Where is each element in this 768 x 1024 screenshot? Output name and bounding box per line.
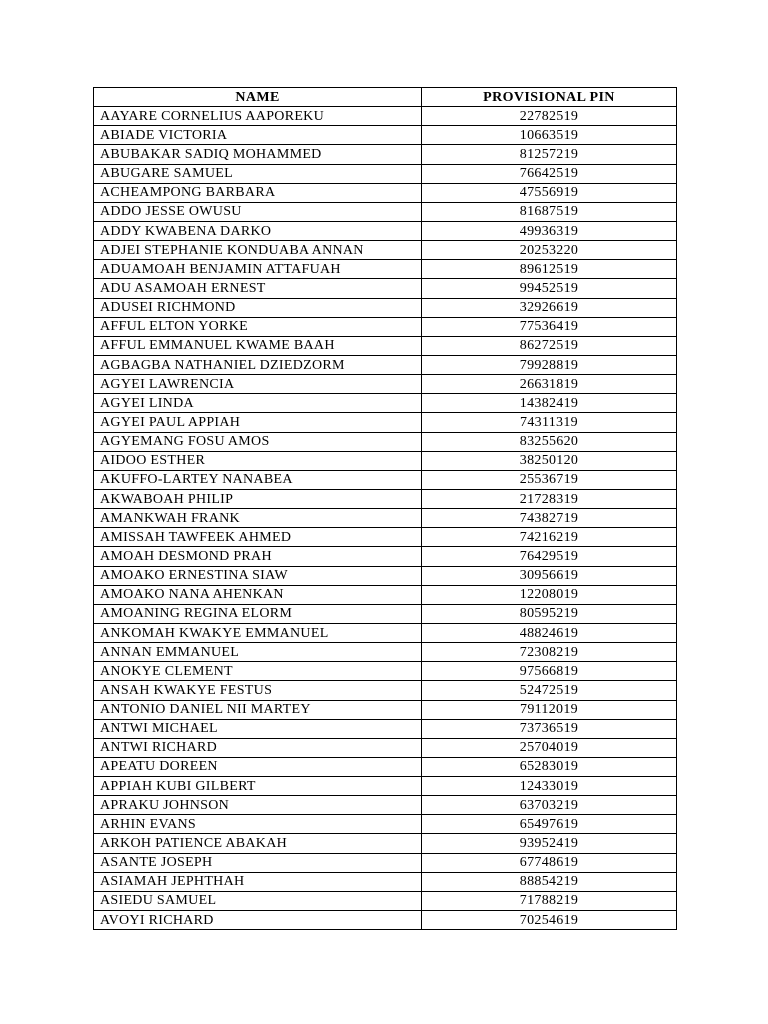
table-row <box>94 891 677 910</box>
table-row <box>94 451 677 470</box>
name-cell: ARKOH PATIENCE ABAKAH <box>94 834 422 853</box>
table-row <box>94 317 677 336</box>
table-row <box>94 221 677 240</box>
pin-cell: 52472519 <box>422 681 677 700</box>
table-row <box>94 107 677 126</box>
table-row <box>94 585 677 604</box>
pin-cell: 38250120 <box>422 451 677 470</box>
table-row <box>94 509 677 528</box>
name-cell: ADDY KWABENA DARKO <box>94 221 422 240</box>
table-row <box>94 413 677 432</box>
name-cell: APPIAH KUBI GILBERT <box>94 777 422 796</box>
pin-cell: 71788219 <box>422 891 677 910</box>
table-row <box>94 604 677 623</box>
table-row <box>94 279 677 298</box>
table-row <box>94 260 677 279</box>
name-cell: AMOAH DESMOND PRAH <box>94 547 422 566</box>
pin-cell: 21728319 <box>422 489 677 508</box>
name-cell: ANTWI RICHARD <box>94 738 422 757</box>
table-row <box>94 662 677 681</box>
pin-cell: 48824619 <box>422 623 677 642</box>
pin-cell: 25536719 <box>422 470 677 489</box>
table-row <box>94 183 677 202</box>
name-cell: AMOAKO ERNESTINA SIAW <box>94 566 422 585</box>
table-row <box>94 757 677 776</box>
table-row <box>94 528 677 547</box>
name-cell: AMANKWAH FRANK <box>94 509 422 528</box>
pin-cell: 76642519 <box>422 164 677 183</box>
pin-cell: 83255620 <box>422 432 677 451</box>
name-cell: ASIAMAH JEPHTHAH <box>94 872 422 891</box>
table-row <box>94 853 677 872</box>
pin-cell: 72308219 <box>422 643 677 662</box>
name-cell: ASIEDU SAMUEL <box>94 891 422 910</box>
pin-cell: 73736519 <box>422 719 677 738</box>
pin-cell: 47556919 <box>422 183 677 202</box>
table-row <box>94 566 677 585</box>
pin-cell: 74216219 <box>422 528 677 547</box>
name-cell: AFFUL ELTON YORKE <box>94 317 422 336</box>
name-cell: ADDO JESSE OWUSU <box>94 202 422 221</box>
name-cell: ABIADE VICTORIA <box>94 126 422 145</box>
pin-cell: 30956619 <box>422 566 677 585</box>
name-cell: AGYEI LINDA <box>94 394 422 413</box>
table-row <box>94 298 677 317</box>
pin-cell: 74382719 <box>422 509 677 528</box>
pin-column-header: PROVISIONAL PIN <box>422 88 677 107</box>
table-row <box>94 911 677 930</box>
table-row <box>94 872 677 891</box>
name-cell: AMISSAH TAWFEEK AHMED <box>94 528 422 547</box>
pin-cell: 12433019 <box>422 777 677 796</box>
provisional-pin-table <box>93 87 677 930</box>
table-row <box>94 738 677 757</box>
table-row <box>94 241 677 260</box>
name-cell: ANTWI MICHAEL <box>94 719 422 738</box>
pin-cell: 25704019 <box>422 738 677 757</box>
table-row <box>94 834 677 853</box>
pin-cell: 89612519 <box>422 260 677 279</box>
name-cell: ANOKYE CLEMENT <box>94 662 422 681</box>
name-cell: ADUSEI RICHMOND <box>94 298 422 317</box>
pin-cell: 81687519 <box>422 202 677 221</box>
name-cell: AGBAGBA NATHANIEL DZIEDZORM <box>94 355 422 374</box>
name-cell: ANNAN EMMANUEL <box>94 643 422 662</box>
table-row <box>94 394 677 413</box>
pin-cell: 20253220 <box>422 241 677 260</box>
pin-cell: 81257219 <box>422 145 677 164</box>
pin-cell: 93952419 <box>422 834 677 853</box>
table-row <box>94 375 677 394</box>
name-cell: AAYARE CORNELIUS AAPOREKU <box>94 107 422 126</box>
pin-cell: 88854219 <box>422 872 677 891</box>
name-cell: APRAKU JOHNSON <box>94 796 422 815</box>
pin-cell: 12208019 <box>422 585 677 604</box>
name-cell: APEATU DOREEN <box>94 757 422 776</box>
pin-cell: 32926619 <box>422 298 677 317</box>
name-cell: ADU ASAMOAH ERNEST <box>94 279 422 298</box>
name-cell: ACHEAMPONG BARBARA <box>94 183 422 202</box>
name-cell: AMOANING REGINA ELORM <box>94 604 422 623</box>
name-cell: ADJEI STEPHANIE KONDUABA ANNAN <box>94 241 422 260</box>
pin-cell: 63703219 <box>422 796 677 815</box>
pin-cell: 97566819 <box>422 662 677 681</box>
pin-cell: 65283019 <box>422 757 677 776</box>
pin-cell: 77536419 <box>422 317 677 336</box>
name-cell: ASANTE JOSEPH <box>94 853 422 872</box>
table-row <box>94 126 677 145</box>
pin-cell: 79928819 <box>422 355 677 374</box>
table-row <box>94 815 677 834</box>
name-cell: ARHIN EVANS <box>94 815 422 834</box>
name-cell: AIDOO ESTHER <box>94 451 422 470</box>
table-row <box>94 796 677 815</box>
pin-cell: 79112019 <box>422 700 677 719</box>
name-cell: ADUAMOAH BENJAMIN ATTAFUAH <box>94 260 422 279</box>
name-cell: AGYEI PAUL APPIAH <box>94 413 422 432</box>
name-cell: ABUBAKAR SADIQ MOHAMMED <box>94 145 422 164</box>
pin-cell: 65497619 <box>422 815 677 834</box>
name-column-header: NAME <box>94 88 422 107</box>
table-row <box>94 164 677 183</box>
pin-cell: 74311319 <box>422 413 677 432</box>
table-row <box>94 719 677 738</box>
pin-cell: 22782519 <box>422 107 677 126</box>
table-row <box>94 432 677 451</box>
pin-cell: 14382419 <box>422 394 677 413</box>
table-header <box>94 88 677 107</box>
table-row <box>94 547 677 566</box>
table-row <box>94 145 677 164</box>
name-cell: ANSAH KWAKYE FESTUS <box>94 681 422 700</box>
table-row <box>94 681 677 700</box>
table-header-row <box>94 88 677 107</box>
name-cell: AKUFFO-LARTEY NANABEA <box>94 470 422 489</box>
table-row <box>94 489 677 508</box>
pin-cell: 99452519 <box>422 279 677 298</box>
pin-cell: 26631819 <box>422 375 677 394</box>
pin-cell: 86272519 <box>422 336 677 355</box>
table-row <box>94 700 677 719</box>
pin-cell: 70254619 <box>422 911 677 930</box>
name-cell: ANKOMAH KWAKYE EMMANUEL <box>94 623 422 642</box>
name-cell: ABUGARE SAMUEL <box>94 164 422 183</box>
table-body <box>94 107 677 930</box>
name-cell: AMOAKO NANA AHENKAN <box>94 585 422 604</box>
name-cell: AFFUL EMMANUEL KWAME BAAH <box>94 336 422 355</box>
pin-cell: 67748619 <box>422 853 677 872</box>
pin-cell: 80595219 <box>422 604 677 623</box>
name-cell: ANTONIO DANIEL NII MARTEY <box>94 700 422 719</box>
pin-cell: 10663519 <box>422 126 677 145</box>
pin-cell: 76429519 <box>422 547 677 566</box>
table-row <box>94 623 677 642</box>
name-cell: AVOYI RICHARD <box>94 911 422 930</box>
pin-cell: 49936319 <box>422 221 677 240</box>
name-cell: AGYEI LAWRENCIA <box>94 375 422 394</box>
table-row <box>94 470 677 489</box>
name-cell: AGYEMANG FOSU AMOS <box>94 432 422 451</box>
table-row <box>94 336 677 355</box>
name-cell: AKWABOAH PHILIP <box>94 489 422 508</box>
table-row <box>94 643 677 662</box>
table-row <box>94 777 677 796</box>
table-row <box>94 355 677 374</box>
table-row <box>94 202 677 221</box>
